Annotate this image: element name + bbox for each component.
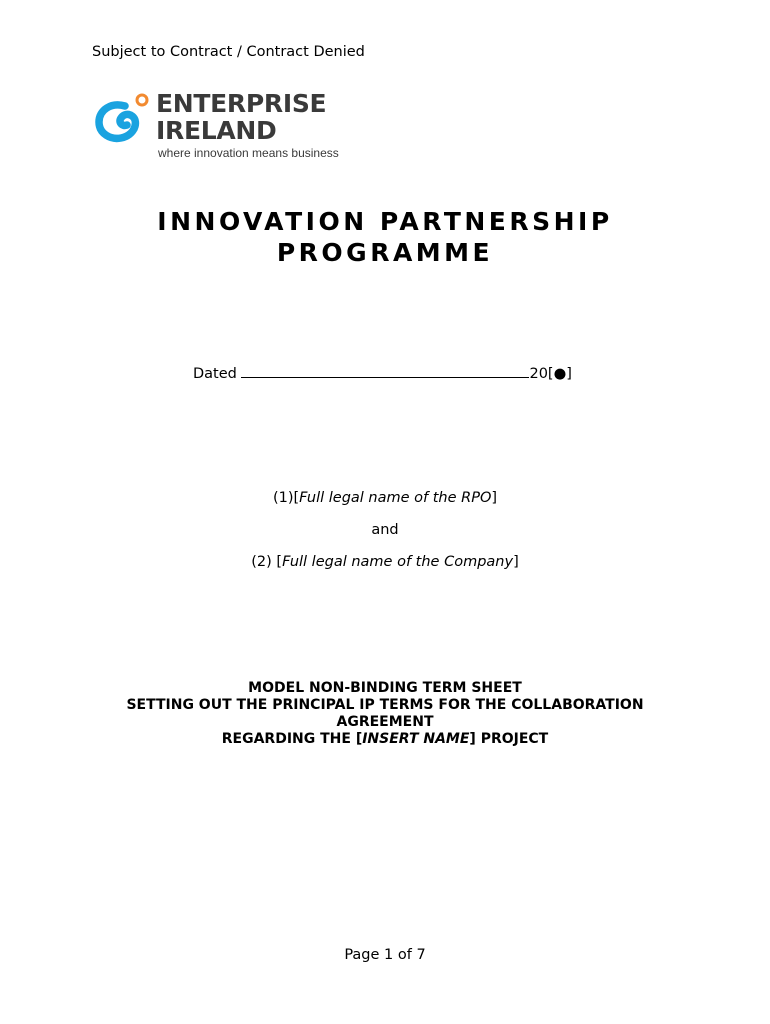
page-number: Page 1 of 7 bbox=[344, 947, 426, 963]
logo-line2: IRELAND bbox=[156, 116, 277, 145]
party-1 bbox=[0, 488, 770, 520]
parties-block bbox=[0, 488, 770, 584]
dated-label: Dated bbox=[193, 366, 237, 382]
insert-name-placeholder: INSERT NAME bbox=[362, 731, 470, 747]
term-line4 bbox=[0, 731, 770, 748]
date-blank-field[interactable] bbox=[241, 363, 529, 378]
logo-line1: ENTERPRISE bbox=[156, 89, 327, 118]
header-note: Subject to Contract / Contract Denied bbox=[92, 44, 365, 60]
party-2-prefix: (2) [ bbox=[251, 554, 283, 570]
party-1-suffix: ] bbox=[491, 490, 498, 506]
party-2 bbox=[0, 552, 770, 584]
term-line4-suffix: ] PROJECT bbox=[469, 731, 549, 747]
enterprise-ireland-swirl-icon bbox=[95, 92, 151, 144]
party-1-name: Full legal name of the RPO bbox=[299, 490, 492, 506]
party-1-prefix: (1)[ bbox=[272, 490, 300, 506]
document-title bbox=[0, 206, 770, 268]
parties-conjunction: and bbox=[371, 522, 399, 538]
dated-year: 20[●] bbox=[529, 366, 572, 382]
term-line3: AGREEMENT bbox=[336, 714, 434, 730]
party-2-suffix: ] bbox=[513, 554, 519, 570]
party-2-name: Full legal name of the Company bbox=[282, 554, 514, 570]
title-line2: PROGRAMME bbox=[276, 238, 494, 267]
term-line2: SETTING OUT THE PRINCIPAL IP TERMS FOR THE COLLABORATION bbox=[126, 697, 644, 713]
logo-tagline: where innovation means business bbox=[158, 146, 339, 160]
term-sheet-heading bbox=[0, 680, 770, 748]
title-line1: INNOVATION PARTNERSHIP bbox=[157, 207, 613, 236]
dated-line bbox=[193, 363, 572, 384]
term-line1: MODEL NON-BINDING TERM SHEET bbox=[248, 680, 522, 696]
term-line4-prefix: REGARDING THE [ bbox=[221, 731, 363, 747]
enterprise-ireland-logo bbox=[95, 88, 375, 162]
